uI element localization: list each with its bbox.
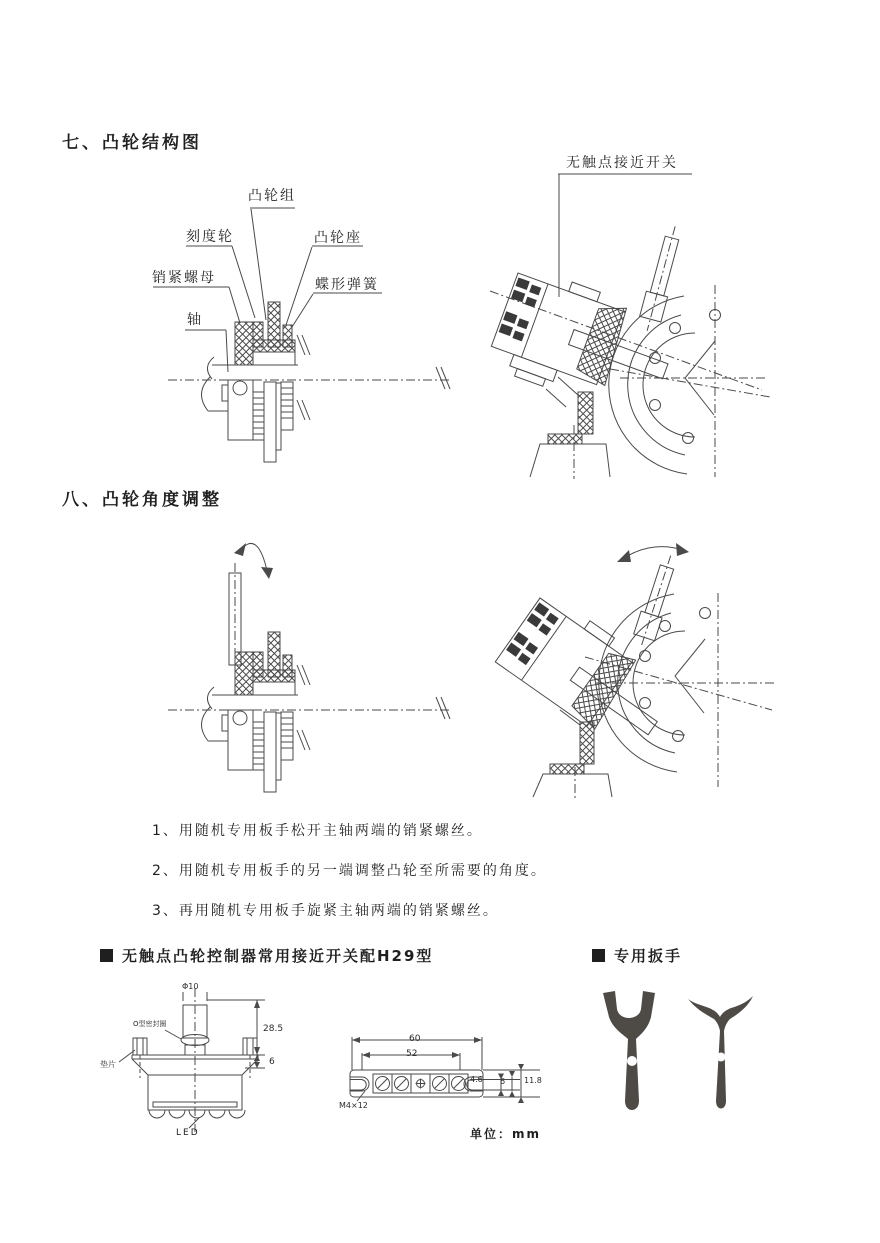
label-lock-nut: 销紧螺母: [152, 270, 216, 286]
section10-heading: [592, 945, 682, 966]
cam-adjust-right-diagram: [480, 535, 820, 825]
dim-28-5: 28.5: [263, 1024, 284, 1034]
label-m4x12: M4×12: [339, 1101, 368, 1110]
special-wrench-image: [585, 985, 770, 1125]
label-cam-group: 凸轮组: [248, 188, 296, 204]
dim-60: 60: [409, 1034, 421, 1044]
section9-heading-text: 无触点凸轮控制器常用接近开关配H29型: [122, 947, 434, 965]
step-3: 3、再用随机专用板手旋紧主轴两端的销紧螺丝。: [152, 903, 499, 919]
section8-heading: 八、凸轮角度调整: [62, 490, 222, 510]
label-scale-wheel: 刻度轮: [186, 229, 234, 245]
label-cam-seat: 凸轮座: [314, 230, 362, 246]
h29-side-view-drawing: [95, 980, 340, 1145]
dim-4-6: 4.6: [470, 1075, 483, 1084]
h29-terminal-strip-drawing: [335, 1015, 550, 1127]
proximity-switch-diagram: [470, 145, 875, 480]
cam-adjust-left-diagram: [140, 505, 460, 815]
section9-heading: [100, 945, 433, 966]
step-2: 2、用随机专用板手的另一端调整凸轮至所需要的角度。: [152, 863, 547, 879]
dim-52: 52: [406, 1049, 418, 1059]
dim-phi10: Φ10: [182, 982, 199, 991]
label-oring: O型密封圈: [133, 1020, 167, 1028]
section10-heading-text: 专用扳手: [614, 947, 683, 965]
section-marker-icon: [100, 949, 113, 962]
dim-11-8: 11.8: [524, 1076, 542, 1085]
label-gasket: 垫片: [100, 1060, 116, 1069]
step-1: 1、用随机专用板手松开主轴两端的销紧螺丝。: [152, 823, 483, 839]
section7-heading: 七、凸轮结构图: [62, 133, 202, 153]
unit-note: 单位：mm: [470, 1127, 542, 1141]
section-marker-icon: [592, 949, 605, 962]
dim-6-mid: 6: [500, 1077, 506, 1086]
label-butterfly-spring: 蝶形弹簧: [315, 277, 379, 293]
dim-6-left: 6: [269, 1057, 275, 1067]
label-led: LED: [176, 1128, 200, 1138]
label-proximity-switch: 无触点接近开关: [566, 155, 678, 171]
cam-structure-diagram: [140, 175, 460, 485]
label-shaft: 轴: [187, 312, 203, 328]
